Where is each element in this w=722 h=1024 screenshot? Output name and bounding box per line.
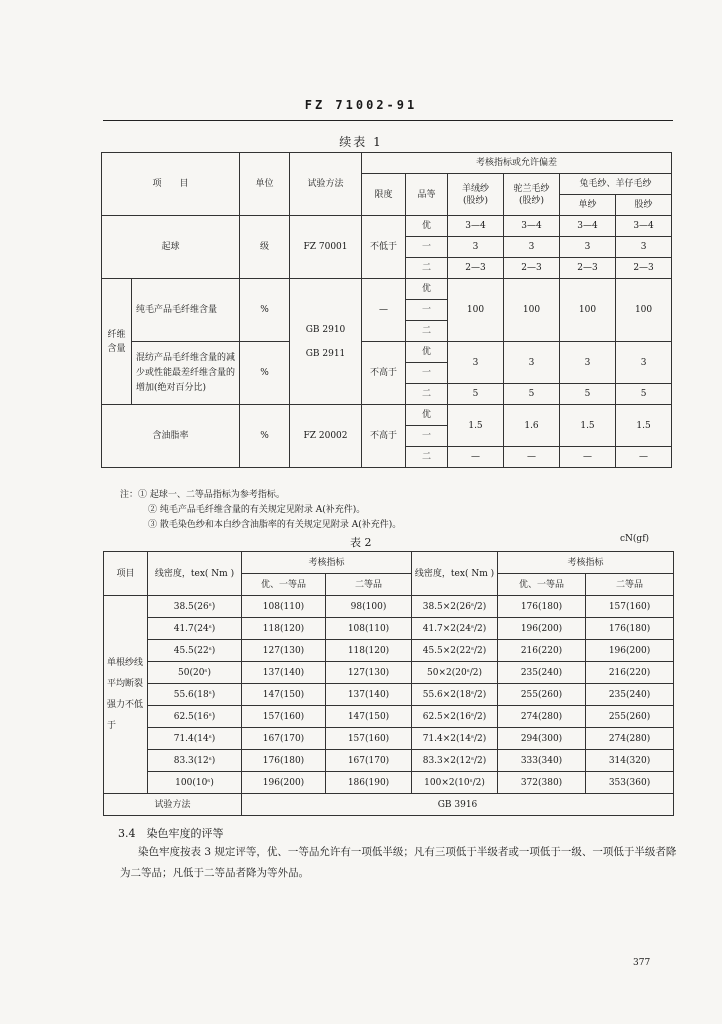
h-single: 单纱 (560, 195, 616, 216)
value-cell: 5 (560, 384, 616, 405)
table-cell: 41.7(24ˢ) (148, 618, 242, 640)
h-unit: 单位 (240, 153, 290, 216)
table-cell: 38.5×2(26ˢ/2) (412, 596, 498, 618)
value-cell: 3 (504, 237, 560, 258)
table-cell: 45.5(22ˢ) (148, 640, 242, 662)
header-rule (103, 120, 673, 121)
table-cell: 55.6(18ˢ) (148, 684, 242, 706)
h-grade: 品等 (406, 174, 448, 216)
note-1: 注：① 起球一、二等品指标为参考指标。 (120, 490, 285, 500)
value-cell: — (616, 447, 672, 468)
value-cell: 3 (560, 342, 616, 384)
table-cell: 55.6×2(18ˢ/2) (412, 684, 498, 706)
value-cell: 3—4 (560, 216, 616, 237)
grade-cell: 优 (406, 279, 448, 300)
t2-h-indicator-2: 考核指标 (498, 552, 674, 574)
fiber2-limit: 不高于 (362, 342, 406, 405)
h-yarn1: 羊绒纱 (股纱) (448, 174, 504, 216)
value-cell: — (560, 447, 616, 468)
fiber-group-label: 纤维含量 (102, 279, 132, 405)
table-cell: 62.5(16ˢ) (148, 706, 242, 728)
grade-cell: 一 (406, 363, 448, 384)
table-cell: 157(160) (242, 706, 326, 728)
grade-cell: 二 (406, 384, 448, 405)
value-cell: 1.5 (616, 405, 672, 447)
table2-unit: cN(gf) (620, 534, 650, 544)
value-cell: 5 (616, 384, 672, 405)
grade-cell: 优 (406, 216, 448, 237)
table-cell: 255(260) (498, 684, 586, 706)
section-heading: 3.4 染色牢度的评等 (118, 827, 224, 840)
table2-title: 表 2 (350, 536, 372, 549)
value-cell: 100 (616, 279, 672, 342)
table-cell: 137(140) (242, 662, 326, 684)
table-cell: 157(160) (326, 728, 412, 750)
value-cell: 3 (616, 342, 672, 384)
oil-limit: 不高于 (362, 405, 406, 468)
t2-h-second-1: 二等品 (326, 574, 412, 596)
table-cell: 50×2(20ˢ/2) (412, 662, 498, 684)
value-cell: 5 (504, 384, 560, 405)
table-cell: 255(260) (586, 706, 674, 728)
t2-item-label: 单根纱线平均断裂强力不低于 (104, 596, 148, 794)
table-cell: 294(300) (498, 728, 586, 750)
value-cell: 2—3 (448, 258, 504, 279)
table-cell: 353(360) (586, 772, 674, 794)
table-cell: 98(100) (326, 596, 412, 618)
table-cell: 314(320) (586, 750, 674, 772)
fiber1-unit: % (240, 279, 290, 342)
value-cell: 2—3 (616, 258, 672, 279)
value-cell: 3 (504, 342, 560, 384)
table1-title: 续表 1 (339, 135, 383, 149)
grade-cell: 优 (406, 342, 448, 363)
table-cell: 38.5(26ˢ) (148, 596, 242, 618)
fiber1-limit: — (362, 279, 406, 342)
value-cell: 3—4 (504, 216, 560, 237)
table-1 (101, 152, 672, 468)
grade-cell: 二 (406, 321, 448, 342)
table-cell: 176(180) (586, 618, 674, 640)
body-paragraph: 染色牢度按表 3 规定评等，优、一等品允许有一项低半级；凡有三项低于半级者或一项低于一级、一项低于半级者降为二等品；凡低于二等品者降为等外品。 (120, 846, 677, 879)
t2-h-indicator-1: 考核指标 (242, 552, 412, 574)
pilling-limit: 不低于 (362, 216, 406, 279)
table-cell: 196(200) (498, 618, 586, 640)
grade-cell: 优 (406, 405, 448, 426)
table-cell: 127(130) (326, 662, 412, 684)
grade-cell: 一 (406, 237, 448, 258)
fiber2-unit: % (240, 342, 290, 405)
grade-cell: 二 (406, 258, 448, 279)
value-cell: — (504, 447, 560, 468)
value-cell: 3 (448, 237, 504, 258)
h-yarn3: 兔毛纱、羊仔毛纱 (560, 174, 672, 195)
table-cell: 45.5×2(22ˢ/2) (412, 640, 498, 662)
table-cell: 50(20ˢ) (148, 662, 242, 684)
pilling-unit: 级 (240, 216, 290, 279)
table-cell: 83.3(12ˢ) (148, 750, 242, 772)
fiber2-name: 混纺产品毛纤维含量的减少或性能最差纤维含量的增加(绝对百分比) (132, 342, 240, 405)
table-cell: 71.4(14ˢ) (148, 728, 242, 750)
pilling-name: 起球 (102, 216, 240, 279)
table-cell: 216(220) (498, 640, 586, 662)
table-cell: 137(140) (326, 684, 412, 706)
t2-h-second-2: 二等品 (586, 574, 674, 596)
page-number: 377 (633, 958, 651, 968)
value-cell: 3—4 (616, 216, 672, 237)
fiber-method: GB 2910 GB 2911 (290, 279, 362, 405)
value-cell: 3 (560, 237, 616, 258)
table-cell: 235(240) (586, 684, 674, 706)
table-cell: 108(110) (242, 596, 326, 618)
value-cell: 100 (504, 279, 560, 342)
pilling-method: FZ 70001 (290, 216, 362, 279)
value-cell: 100 (448, 279, 504, 342)
t2-method-label: 试验方法 (104, 794, 242, 816)
table-cell: 147(150) (242, 684, 326, 706)
t2-method-value: GB 3916 (242, 794, 674, 816)
table-cell: 118(120) (326, 640, 412, 662)
h-ply: 股纱 (616, 195, 672, 216)
table-cell: 372(380) (498, 772, 586, 794)
t2-h-density-1: 线密度，tex( Nm ) (148, 552, 242, 596)
table-cell: 196(200) (242, 772, 326, 794)
note-2: ② 纯毛产品毛纤维含量的有关规定见附录 A(补充件)。 (148, 505, 366, 515)
table-cell: 41.7×2(24ˢ/2) (412, 618, 498, 640)
table-cell: 100(10ˢ) (148, 772, 242, 794)
table-cell: 62.5×2(16ˢ/2) (412, 706, 498, 728)
table-cell: 118(120) (242, 618, 326, 640)
table-cell: 167(170) (242, 728, 326, 750)
value-cell: 3—4 (448, 216, 504, 237)
t2-h-item: 项目 (104, 552, 148, 596)
h-indicator: 考核指标或允许偏差 (362, 153, 672, 174)
table-cell: 108(110) (326, 618, 412, 640)
value-cell: 3 (448, 342, 504, 384)
h-limit: 限度 (362, 174, 406, 216)
value-cell: 5 (448, 384, 504, 405)
h-item: 项 目 (102, 153, 240, 216)
t2-h-density-2: 线密度，tex( Nm ) (412, 552, 498, 596)
table-2 (103, 551, 674, 816)
oil-unit: % (240, 405, 290, 468)
table-cell: 157(160) (586, 596, 674, 618)
note-3: ③ 散毛染色纱和本白纱含油脂率的有关规定见附录 A(补充件)。 (148, 520, 402, 530)
table-cell: 333(340) (498, 750, 586, 772)
table-cell: 235(240) (498, 662, 586, 684)
document-header: FZ 71002-91 (304, 98, 418, 112)
grade-cell: 一 (406, 426, 448, 447)
value-cell: 100 (560, 279, 616, 342)
value-cell: 3 (616, 237, 672, 258)
table-cell: 147(150) (326, 706, 412, 728)
value-cell: — (448, 447, 504, 468)
value-cell: 1.5 (448, 405, 504, 447)
table-cell: 274(280) (586, 728, 674, 750)
value-cell: 2—3 (504, 258, 560, 279)
table-cell: 274(280) (498, 706, 586, 728)
table-cell: 100×2(10ˢ/2) (412, 772, 498, 794)
table-cell: 186(190) (326, 772, 412, 794)
table-cell: 176(180) (498, 596, 586, 618)
table-cell: 83.3×2(12ˢ/2) (412, 750, 498, 772)
t2-h-first-2: 优、一等品 (498, 574, 586, 596)
h-method: 试验方法 (290, 153, 362, 216)
h-yarn2: 驼兰毛纱 (股纱) (504, 174, 560, 216)
t2-h-first-1: 优、一等品 (242, 574, 326, 596)
table-cell: 167(170) (326, 750, 412, 772)
grade-cell: 一 (406, 300, 448, 321)
table-cell: 216(220) (586, 662, 674, 684)
oil-name: 含油脂率 (102, 405, 240, 468)
table-cell: 71.4×2(14ˢ/2) (412, 728, 498, 750)
value-cell: 1.5 (560, 405, 616, 447)
grade-cell: 二 (406, 447, 448, 468)
fiber1-name: 纯毛产品毛纤维含量 (132, 279, 240, 342)
value-cell: 1.6 (504, 405, 560, 447)
value-cell: 2—3 (560, 258, 616, 279)
oil-method: FZ 20002 (290, 405, 362, 468)
table-cell: 176(180) (242, 750, 326, 772)
table-cell: 196(200) (586, 640, 674, 662)
table-cell: 127(130) (242, 640, 326, 662)
